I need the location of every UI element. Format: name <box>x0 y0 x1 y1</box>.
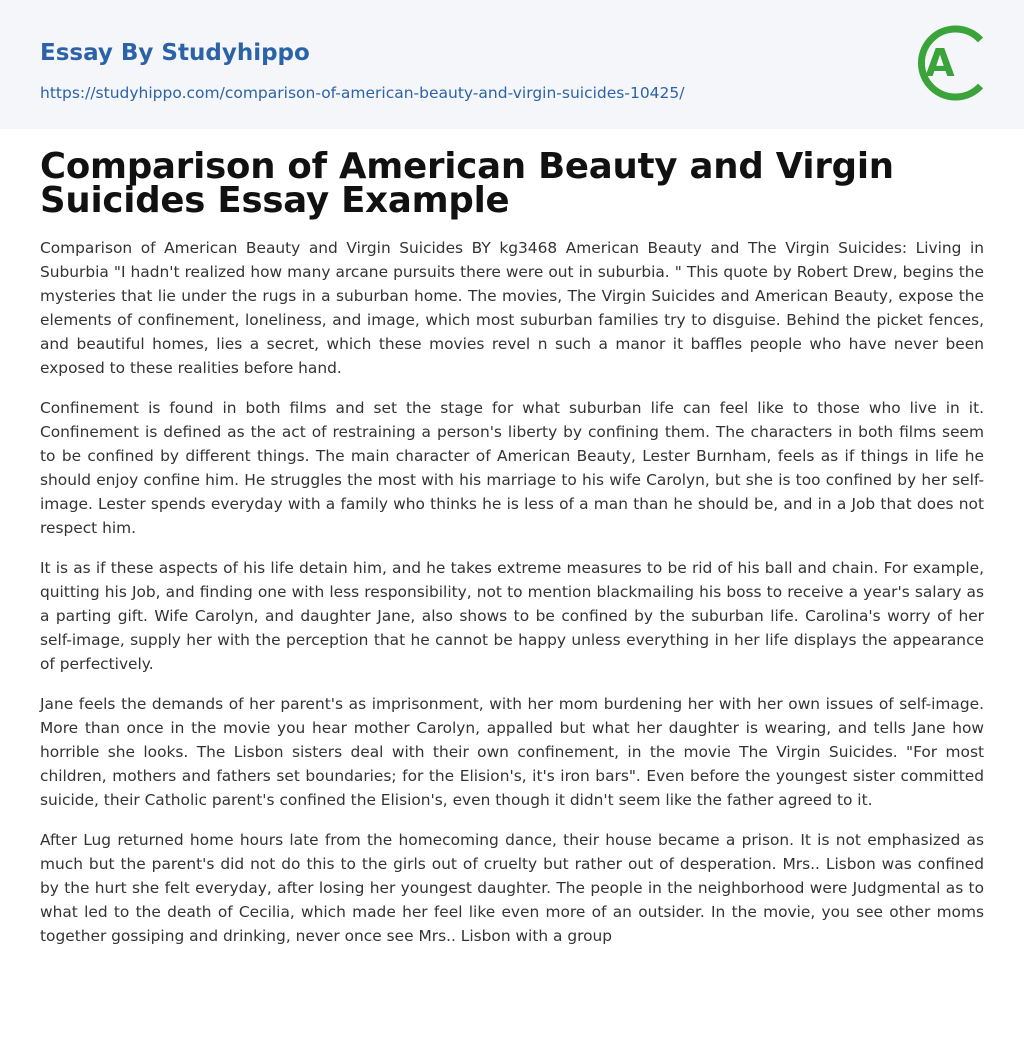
paragraph: Confinement is found in both films and set the stage for what suburban life can feel like to those who live in it. Confinement is defined as the act of restraining a person's liberty by confining them. The characters in both films seem to be confined by different things. The main character of American Beauty, Lester Burnham, feels as if things in life he should enjoy confine him. He struggles the most with his marriage to his wife Carolyn, but she is too confined by her self-image. Lester spends everyday with a family who thinks he is less of a man than he should be, and in a Job that does not respect him. <box>40 399 984 537</box>
studyhippo-logo-icon[interactable] <box>913 19 987 107</box>
paragraph: Comparison of American Beauty and Virgin Suicides BY kg3468 American Beauty and The Virgin Suicides: Living in Suburbia "I hadn't realized how many arcane pursuits there were out in suburbia. " This quote by Robert Drew, begins the mysteries that lie under the rugs in a suburban home. The movies, The Virgin Suicides and American Beauty, expose the elements of confinement, loneliness, and image, which most suburban families try to disguise. Behind the picket fences, and beautiful homes, lies a secret, which these movies revel n such a manor it baffles people who have never been exposed to these realities before hand. <box>40 239 984 377</box>
paragraph: After Lug returned home hours late from the homecoming dance, their house became a prison. It is not emphasized as much but the parent's did not do this to the girls out of cruelty but rather out of desperation. Mrs.. Lisbon was confined by the hurt she felt everyday, after losing her youngest daughter. The people in the neighborhood were Judgmental as to what led to the death of Cecilia, which made her feel like even more of an outsider. In the movie, you see other moms together gossiping and drinking, never once see Mrs.. Lisbon with a group <box>40 831 984 945</box>
paragraph: Jane feels the demands of her parent's as imprisonment, with her mom burdening her with her own issues of self-image. More than once in the movie you hear mother Carolyn, appalled but what her daughter is wearing, and tells Jane how horrible she looks. The Lisbon sisters deal with their own confinement, in the movie The Virgin Suicides. "For most children, mothers and fathers set boundaries; for the Elision's, it's iron bars". Even before the youngest sister committed suicide, their Catholic parent's confined the Elision's, even though it didn't seem like the father agreed to it. <box>40 695 984 809</box>
paragraph: It is as if these aspects of his life detain him, and he takes extreme measures to be rid of his ball and chain. For example, quitting his Job, and finding one with less responsibility, not to mention blackmailing his boss to receive a year's salary as a parting gift. Wife Carolyn, and daughter Jane, also shows to be confined by the suburban life. Carolina's worry of her self-image, supply her with the perception that he cannot be happy unless everything in her life displays the appearance of perfectively. <box>40 559 984 673</box>
article-content <box>0 129 1024 948</box>
essay-title: Comparison of American Beauty and Virgin Suicides Essay Example <box>40 146 894 221</box>
site-header <box>0 0 1024 129</box>
logo-letter: A <box>925 41 955 85</box>
page-url-link[interactable]: https://studyhippo.com/comparison-of-american-beauty-and-virgin-suicides-10425/ <box>40 84 685 102</box>
site-name[interactable]: Essay By Studyhippo <box>40 40 310 66</box>
